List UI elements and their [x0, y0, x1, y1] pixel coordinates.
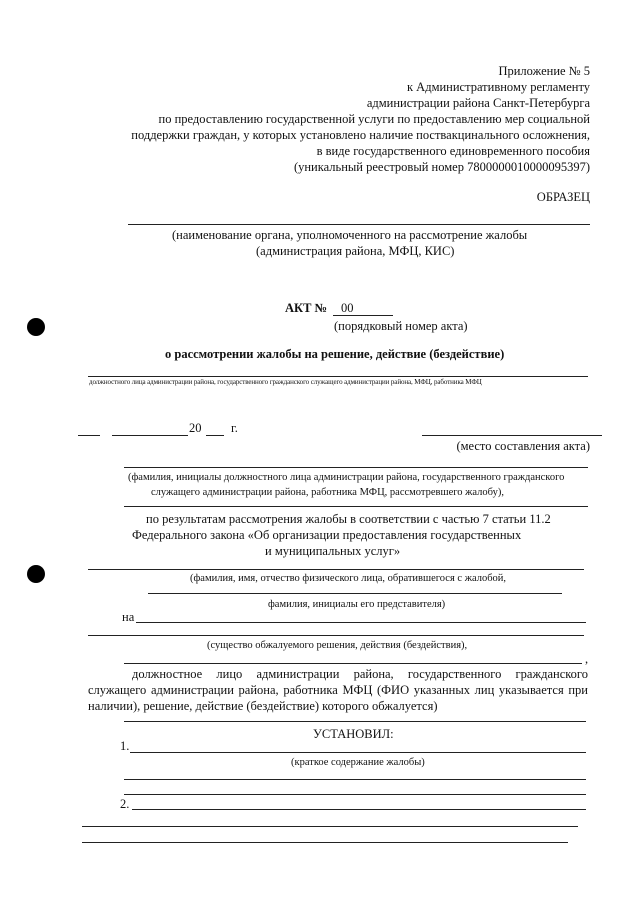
applicant-caption: (фамилия, имя, отчество физического лица, обратившегося с жалобой,: [190, 573, 507, 584]
essence-line: [88, 635, 584, 636]
year-line: [206, 435, 224, 436]
sample-label: ОБРАЗЕЦ: [536, 190, 590, 204]
header-line: поддержки граждан, у которых установлено наличие поствакцинального осложнения,: [131, 128, 590, 142]
day-line: [78, 435, 100, 436]
item-1-number: 1.: [120, 739, 130, 753]
place-line: [422, 435, 602, 436]
representative-caption: фамилия, инициалы его представителя): [268, 599, 446, 610]
place-caption: (место составления акта): [456, 439, 590, 453]
act-number-line: [333, 315, 393, 316]
year-prefix: 20: [189, 421, 202, 435]
header-line: в виде государственного единовременного пособия: [316, 144, 590, 158]
item-2-line: [132, 809, 586, 810]
paragraph-line-2: служащего администрации района, работника МФЦ (ФИО указанных лиц указывается при: [88, 683, 588, 697]
essence-line-2: [124, 663, 582, 664]
registry-number: (уникальный реестровый номер 7800000010000095397): [293, 160, 590, 174]
authority-caption-2: (администрация района, МФЦ, КИС): [256, 244, 455, 258]
item-2-number: 2.: [120, 797, 130, 811]
paragraph-line-underline: [124, 721, 586, 722]
act-number: 00: [341, 301, 354, 315]
act-subject: о рассмотрении жалобы на решение, действие (бездействие): [165, 347, 505, 361]
law-text-1: по результатам рассмотрения жалобы в соответствии с частью 7 статьи 11.2: [146, 512, 551, 526]
year-suffix: г.: [231, 421, 238, 435]
header-line: администрации района Санкт-Петербурга: [366, 96, 590, 110]
official-caption-2: служащего администрации района, работника МФЦ, рассмотревшего жалобу),: [151, 487, 504, 498]
law-text-2: Федерального закона «Об организации предоставления государственных: [132, 528, 522, 542]
law-text-3: и муниципальных услуг»: [265, 544, 401, 558]
paragraph-line-3: наличии), решение, действие (бездействие) которого обжалуется): [88, 699, 438, 713]
subject-line: [88, 376, 588, 377]
act-number-caption: (порядковый номер акта): [334, 319, 468, 333]
on-label: на: [122, 610, 135, 624]
on-line: [136, 622, 586, 623]
header-line: по предоставлению государственной услуги по предоставлению мер социальной: [158, 112, 590, 126]
punch-hole-bottom: [27, 565, 45, 583]
official-line: [124, 467, 588, 468]
month-line: [112, 435, 188, 436]
official-line-2: [124, 506, 588, 507]
item-1-line-2: [124, 779, 586, 780]
header-line: к Административному регламенту: [406, 80, 590, 94]
appendix-title: Приложение № 5: [498, 64, 590, 78]
essence-caption: (существо обжалуемого решения, действия (бездействия),: [207, 640, 468, 651]
item-1-line: [130, 752, 586, 753]
official-caption: (фамилия, инициалы должностного лица администрации района, государственного гражданского: [128, 472, 565, 483]
representative-line: [148, 593, 562, 594]
item-1-line-3: [124, 794, 586, 795]
item-2-line-3: [82, 842, 568, 843]
authority-line: [128, 224, 590, 225]
trailing-comma: ,: [585, 652, 589, 666]
punch-hole-top: [27, 318, 45, 336]
act-title: АКТ №: [285, 301, 328, 315]
established-heading: УСТАНОВИЛ:: [313, 727, 394, 741]
applicant-line: [88, 569, 584, 570]
item-2-line-2: [82, 826, 578, 827]
summary-caption: (краткое содержание жалобы): [291, 757, 425, 768]
authority-caption: (наименование органа, уполномоченного на рассмотрение жалобы: [172, 228, 528, 242]
subject-caption: должностного лица администрации района, государственного гражданского служащего администрации района, МФЦ, работника МФЦ: [89, 378, 482, 386]
paragraph-line-1: должностное лицо администрации района, государственного гражданского: [132, 667, 588, 681]
